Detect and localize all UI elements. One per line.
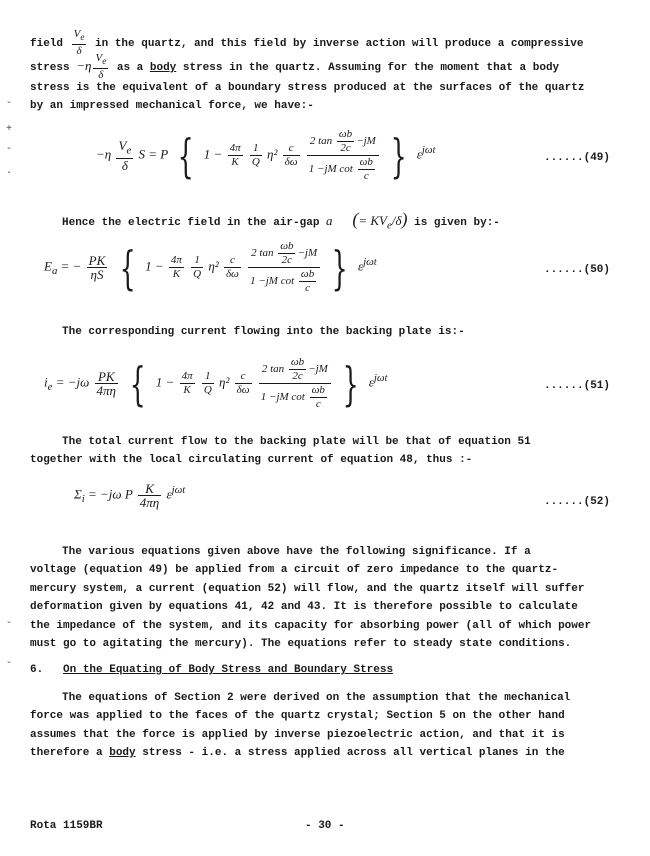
- footer-page-number: - 30 -: [305, 820, 345, 832]
- scan-mark: -: [6, 618, 13, 629]
- equation-50: $E_a$ = − $\frac{PK}{\eta S}$ { 1 − $\frac{4\pi}{K}$ $\frac{1}{Q}$ η² $\frac{c}{\delta\omega}$ 2 tan $\frac{\omega b}{2c}$ −jM 1 −jM cot $\frac{\omega b}{c}$ } $\varepsilon^{j\omega t}$: [44, 240, 377, 295]
- text-p2-1: The equations of Section 2 were derived on the assumption that the mechanical: [62, 692, 571, 704]
- equation-number-49: ......(49): [543, 152, 610, 164]
- text-sig-4: deformation given by equations 41, 42 and 43. It is therefore possible to calculate: [30, 601, 578, 613]
- underlined-body: body: [109, 747, 136, 759]
- text-fragment: in the quartz, and this field by inverse action will produce a compressive: [88, 38, 584, 50]
- text-sig-6: must go to agitating the mercury). The equations refer to steady state conditions.: [30, 638, 572, 650]
- text-line-3: stress is the equivalent of a boundary stress produced at the surfaces of the quartz: [30, 82, 585, 94]
- equation-number-50: ......(50): [543, 264, 610, 276]
- text-hence: Hence the electric field in the air-gap a (= $KV_e/\delta$) is given by:-: [62, 209, 500, 232]
- scan-mark: -: [6, 658, 13, 669]
- text-sig-1: The various equations given above have the following significance. If a: [62, 546, 531, 558]
- text-sig-3: mercury system, a current (equation 52) will flow, and the quartz itself will suffer: [30, 583, 585, 595]
- equation-51: $i_e = -j\omega$ $\frac{PK}{4\pi\eta}$ { 1 − $\frac{4\pi}{K}$ $\frac{1}{Q}$ η² $\frac{c}{\delta\omega}$ 2 tan $\frac{\omega b}{2c}$ −jM 1 −jM cot $\frac{\omega b}{c}$ } $\varepsilon^{j\omega t}$: [44, 356, 388, 411]
- footer-document-code: Rota 1159BR: [30, 820, 103, 832]
- equation-52: $\Sigma_i = -j\omega$ P $\frac{K}{4\pi\eta}$ $\varepsilon^{j\omega t}$: [74, 481, 186, 510]
- text-total-2: together with the local circulating current of equation 48, thus :-: [30, 454, 473, 466]
- text-p2-2: force was applied to the faces of the quartz crystal; Section 5 on the other hand: [30, 710, 565, 722]
- section-title: On the Equating of Body Stress and Boundary Stress: [63, 664, 394, 676]
- equation-number-52: ......(52): [543, 496, 610, 508]
- text-p2-4: therefore a body stress - i.e. a stress applied across all vertical planes in the: [30, 747, 565, 759]
- text-total-1: The total current flow to the backing plate will be that of equation 51: [62, 436, 531, 448]
- text-line-2: stress −η $\frac{V_e}{\delta}$ as a body stress in the quartz. Assuming for the moment that a body: [30, 52, 560, 82]
- fraction-ve-over-delta: $\frac{V_e}{\delta}$: [73, 28, 85, 58]
- section-heading: [30, 664, 393, 676]
- fraction-ve-over-delta: $\frac{V_e}{\delta}$: [95, 52, 107, 82]
- text-line-4: by an impressed mechanical force, we have:-: [30, 100, 314, 112]
- scan-mark: +: [6, 124, 13, 135]
- text-sig-2: voltage (equation 49) be applied from a circuit of zero impedance to the quartz-: [30, 564, 559, 576]
- text-p2-3: assumes that the force is applied by inverse piezoelectric action, and that it is: [30, 729, 565, 741]
- text-fragment: field: [30, 38, 70, 50]
- section-number: 6.: [30, 664, 44, 676]
- equation-49: −η $\frac{V_e}{\delta}$ S = P { 1 − $\frac{4\pi}{K}$ $\frac{1}{Q}$ η² $\frac{c}{\delta\omega}$ 2 tan $\frac{\omega b}{2c}$ −jM 1 −jM cot $\frac{\omega b}{c}$ } $\varepsilon^{j\omega t}$: [96, 128, 436, 183]
- scan-mark: -: [6, 98, 13, 109]
- text-sig-5: the impedance of the system, and its capacity for absorbing power (all of which power: [30, 620, 592, 632]
- underlined-body: body: [149, 62, 177, 74]
- equation-number-51: ......(51): [543, 380, 610, 392]
- text-current-intro: The corresponding current flowing into the backing plate is:-: [62, 326, 465, 338]
- scan-mark: -: [6, 144, 13, 155]
- scan-mark: ·: [6, 168, 13, 179]
